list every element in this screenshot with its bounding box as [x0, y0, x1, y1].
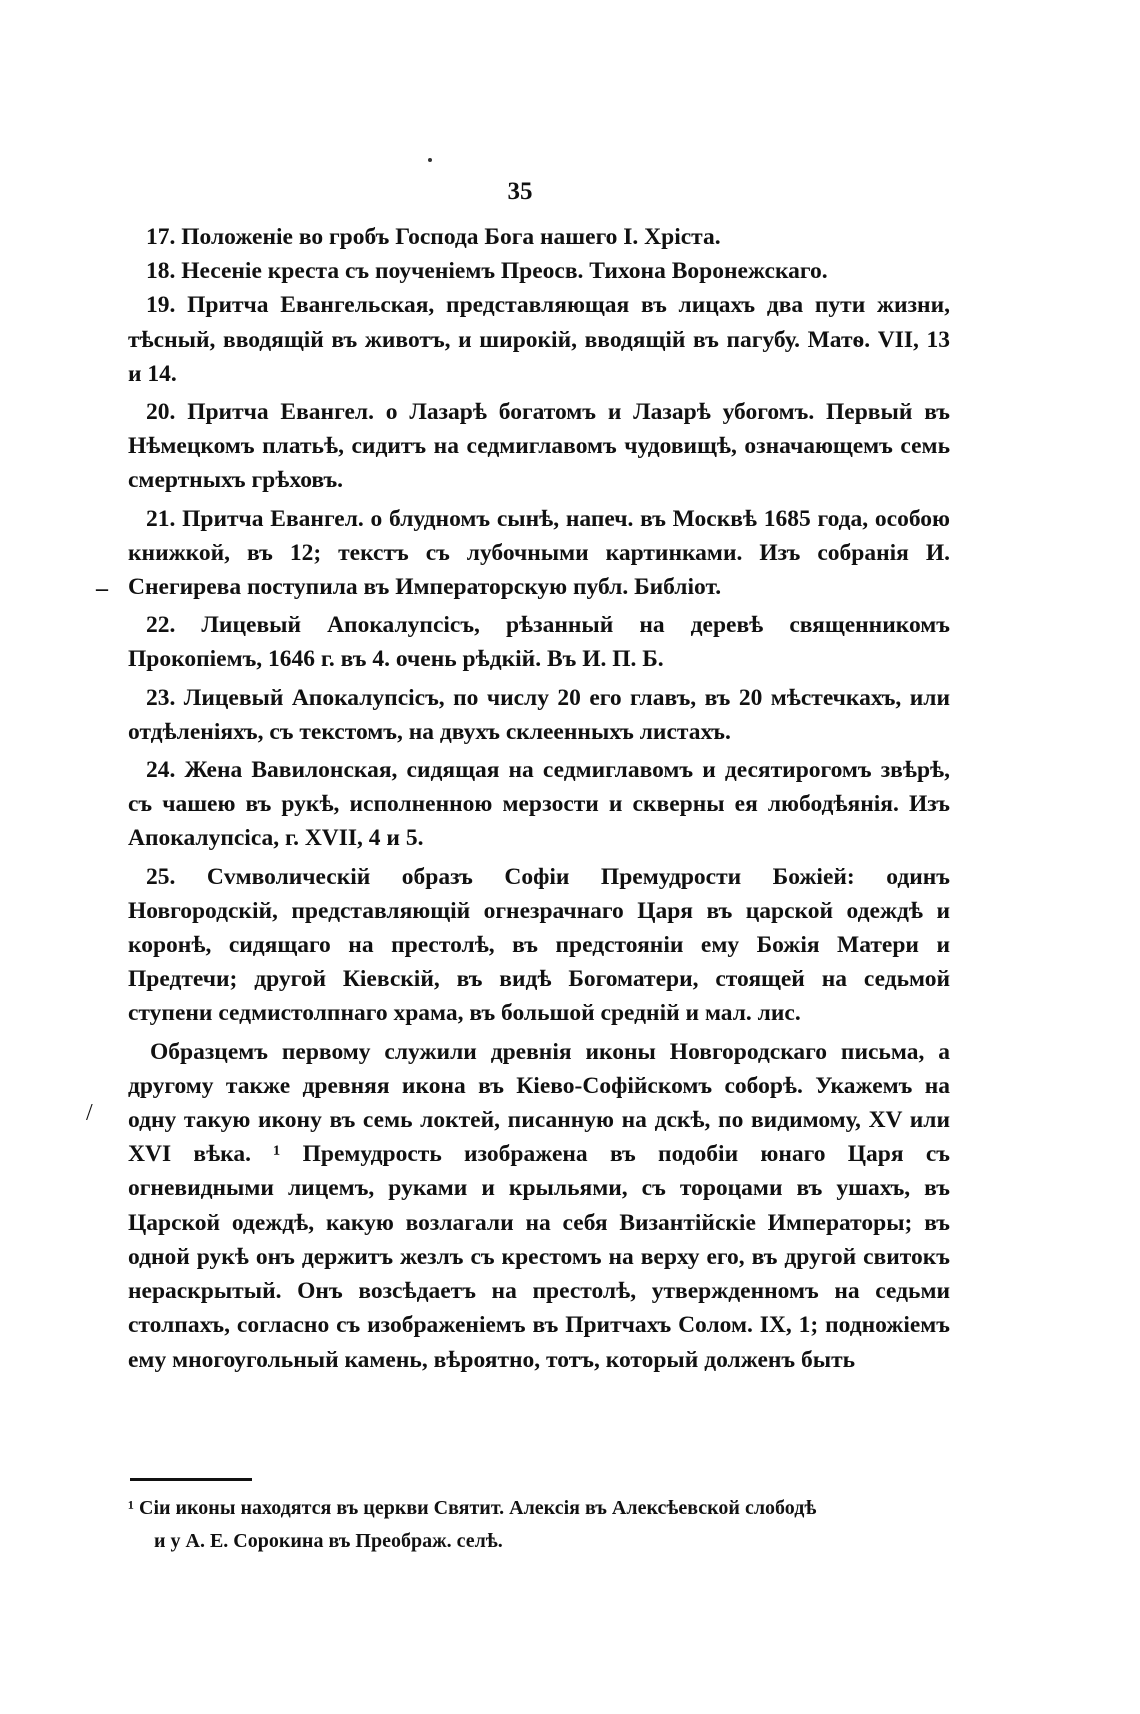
footnote-divider: [130, 1478, 252, 1481]
paragraph-item-20: 20. Притча Евангел. о Лазарѣ богатомъ и Лазарѣ убогомъ. Первый въ Нѣмецкомъ платьѣ, сидитъ на седмиглавомъ чудовищѣ, означающемъ семь смертныхъ грѣховъ.: [128, 399, 950, 494]
paragraph-item-25: 25. Сvмволическій образъ Софіи Премудрости Божіей: одинъ Новгородскій, представляющій огнезрачнаго Царя въ царской одеждѣ и коронѣ, сидящаго на престолѣ, въ предстояніи ему Божія Матери и Предтечи; другой Кіевскій, въ видѣ Богоматери, стоящей на седьмой ступени седмистолпнаго храма, въ большой средній и мал. лис.: [128, 863, 950, 1027]
footnote: [128, 1492, 950, 1558]
paragraph-item-22: 22. Лицевый Апокалупсісъ, рѣзанный на деревѣ священникомъ Прокопіемъ, 1646 г. въ 4. очень рѣдкій. Въ И. П. Б.: [128, 612, 950, 673]
paragraph-item-17: 17. Положеніе во гробъ Господа Бога нашего І. Хріста.: [146, 224, 721, 250]
paragraph-item-24: 24. Жена Вавилонская, сидящая на седмиглавомъ и десятирогомъ звѣрѣ, съ чашею въ рукѣ, исполненною мерзости и скверны ея любодѣянія. Изъ Апокалупсіса, г. XVII, 4 и 5.: [128, 757, 950, 852]
margin-stroke-mark: /: [86, 1100, 93, 1126]
footnote-line: и у А. Е. Сорокина въ Преображ. селѣ.: [154, 1530, 503, 1552]
page-number: 35: [507, 178, 533, 205]
paragraph-item-21: 21. Притча Евангел. о блудномъ сынѣ, напеч. въ Москвѣ 1685 года, особою книжкой, въ 12; текстъ съ лубочными картинками. Изъ собранія И. Снегирева поступила въ Императорскую публ. Библіот.: [128, 505, 950, 601]
body-text: [128, 220, 950, 1381]
ink-speck: [428, 158, 432, 162]
paragraph-item-19: 19. Притча Евангельская, представляющая въ лицахъ два пути жизни, тѣсный, вводящій въ животъ, и широкій, вводящій въ пагубу. Матѳ. VII, 13 и 14.: [128, 292, 950, 387]
paragraph-item-18: 18. Несеніе креста съ поученіемъ Преосв. Тихона Воронежскаго.: [146, 258, 828, 285]
paragraph-item-23: 23. Лицевый Апокалупсісъ, по числу 20 его главъ, въ 20 мѣстечкахъ, или отдѣленіяхъ, съ текстомъ, на двухъ склеенныхъ листахъ.: [128, 684, 950, 745]
paragraph-continuation: Образцемъ первому служили древнія иконы Новгородскаго письма, а другому также древняя икона въ Кіево-Софійскомъ соборѣ. Укажемъ на одну такую икону въ семь локтей, писанную на дскѣ, по видимому, XV или XVI вѣка. ¹ Премудрость изображена въ подобіи юнаго Царя съ огневидными лицемъ, руками и крыльями, съ тороцами въ ушахъ, въ Царской одеждѣ, какую возлагали на себя Византійскіе Императоры; въ одной рукѣ онъ держитъ жезлъ съ крестомъ на верху его, въ другой свитокъ нераскрытый. Онъ возсѣдаетъ на престолѣ, утвержденномъ на седьми столпахъ, согласно съ изображеніемъ въ Притчахъ Солом. IX, 1; подножіемъ ему многоугольный камень, вѣроятно, тотъ, который долженъ быть: [128, 1038, 950, 1373]
footnote-line: ¹ Сіи иконы находятся въ церкви Святит. Алексія въ Алексѣевской слободѣ: [128, 1497, 817, 1519]
margin-dash-mark: –: [96, 576, 108, 602]
